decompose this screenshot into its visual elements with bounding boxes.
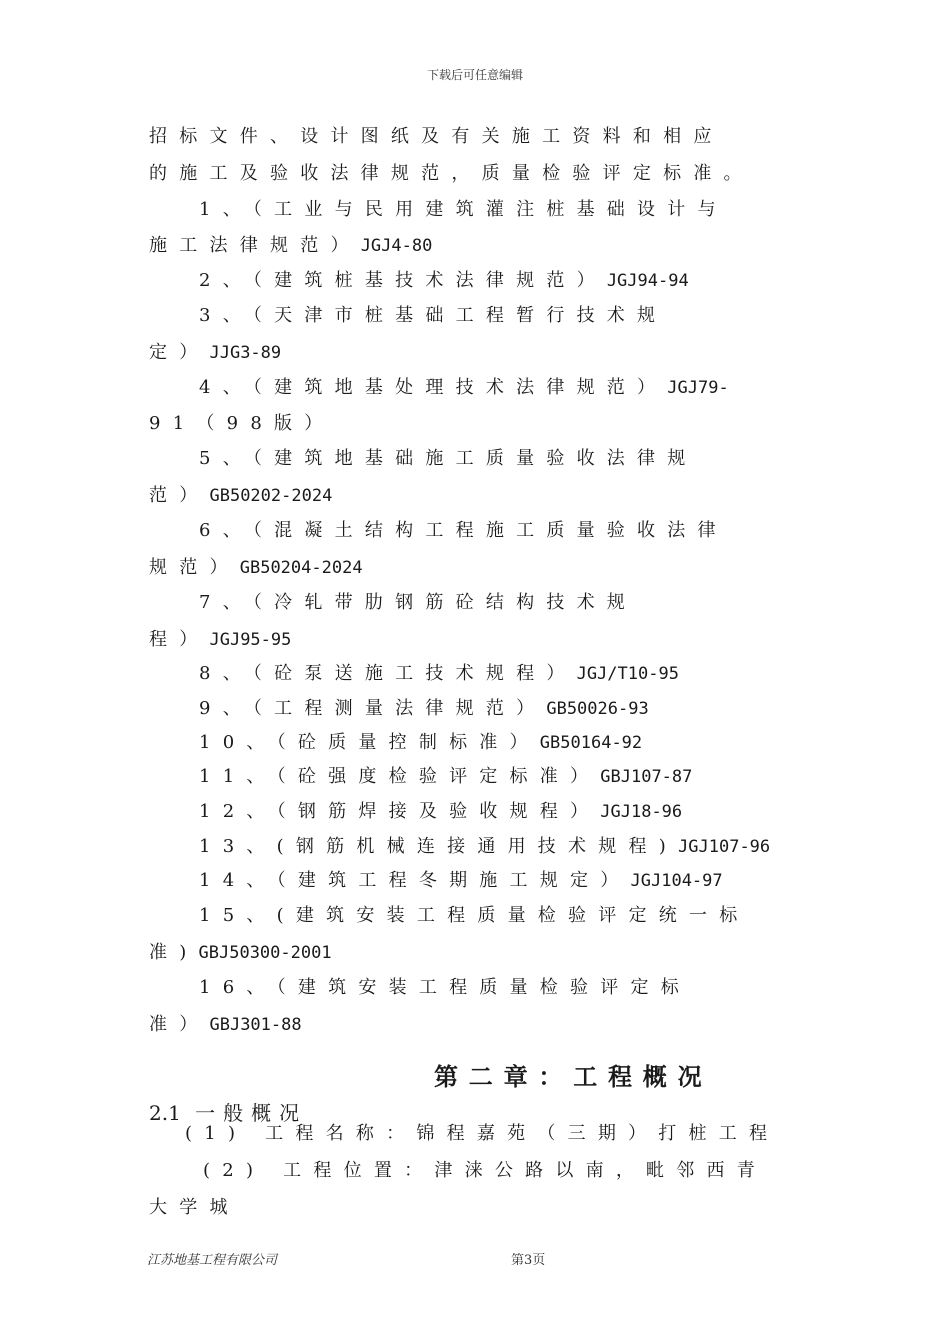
- body-line: 13、(钢筋机械连接通用技术规程)JGJ107-96: [199, 836, 771, 857]
- section-number: 2.1: [149, 1101, 181, 1125]
- body-line: 6、（混凝土结构工程施工质量验收法律: [199, 520, 728, 541]
- body-line: 1、（工业与民用建筑灌注桩基础设计与: [199, 199, 728, 220]
- body-line: 范）GB50202-2024: [149, 485, 333, 506]
- body-line: 11、（砼强度检验评定标准）GBJ107-87: [199, 766, 693, 787]
- body-line: 程）JGJ95-95: [149, 629, 292, 650]
- section-title: 一般概况: [195, 1101, 308, 1125]
- body-line: 2、（建筑桩基技术法律规范）JGJ94-94: [199, 270, 689, 291]
- body-line: 9、（工程测量法律规范）GB50026-93: [199, 698, 649, 719]
- chapter-title: 第二章：工程概况: [434, 1063, 713, 1091]
- body-line: 3、（天津市桩基础工程暂行技术规: [199, 305, 668, 326]
- body-line: 的施工及验收法律规范，质量检验评定标准。: [149, 163, 754, 184]
- overview-item: (1) 工程名称：锦程嘉苑（三期）打桩工程: [185, 1123, 780, 1144]
- body-line: 12、（钢筋焊接及验收规程）JGJ18-96: [199, 801, 683, 822]
- body-line: 8、（砼泵送施工技术规程）JGJ/T10-95: [199, 663, 679, 684]
- body-line: 招标文件、设计图纸及有关施工资料和相应: [149, 126, 724, 147]
- overview-item: 大学城: [149, 1197, 240, 1218]
- overview-item: (2) 工程位置：津涞公路以南，毗邻西青: [203, 1160, 768, 1181]
- body-line: 16、（建筑安装工程质量检验评定标: [199, 977, 691, 998]
- page-header-note: 下载后可任意编辑: [426, 68, 523, 82]
- body-line: 14、（建筑工程冬期施工规定）JGJ104-97: [199, 870, 723, 891]
- body-line: 准）GBJ301-88: [149, 1014, 302, 1035]
- body-line: 15、(建筑安装工程质量检验评定统一标: [199, 905, 750, 926]
- body-line: 定）JJG3-89: [149, 342, 282, 363]
- body-line: 5、（建筑地基础施工质量验收法律规: [199, 448, 698, 469]
- footer-company: 江苏地基工程有限公司: [147, 1253, 278, 1268]
- footer-page-number: 第3页: [511, 1253, 546, 1268]
- body-line: 施工法律规范）JGJ4-80: [149, 235, 433, 256]
- body-line: 10、（砼质量控制标准）GB50164-92: [199, 732, 643, 753]
- body-line: 规范）GB50204-2024: [149, 557, 363, 578]
- body-line: 准)GBJ50300-2001: [149, 942, 332, 963]
- body-line: 4、（建筑地基处理技术法律规范）JGJ79-: [199, 377, 729, 398]
- body-line: 7、（冷轧带肋钢筋砼结构技术规: [199, 592, 638, 613]
- body-line: 91（98版）: [149, 413, 335, 434]
